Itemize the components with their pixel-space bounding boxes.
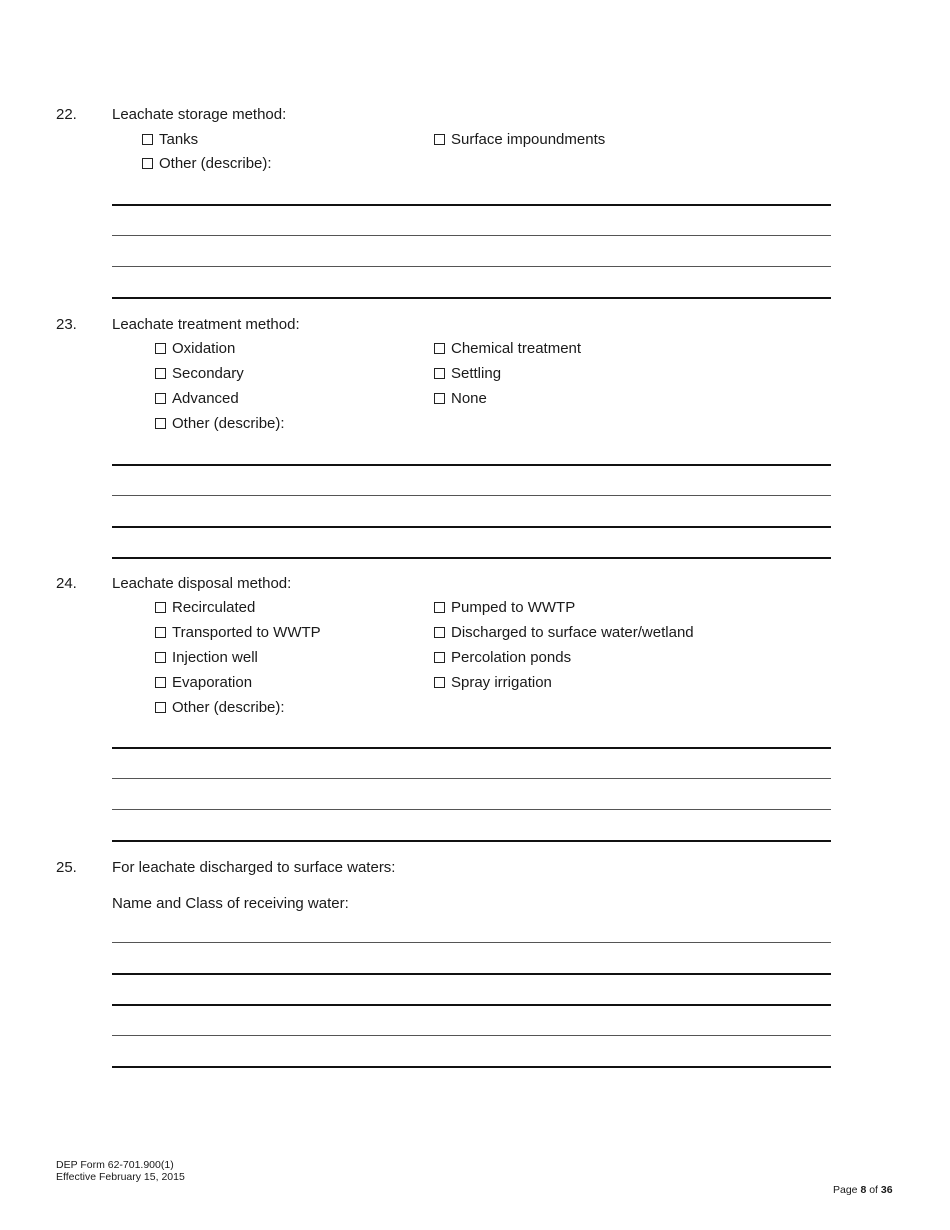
q25-answer-line[interactable] xyxy=(112,973,831,975)
q23-label: Leachate treatment method: xyxy=(112,316,300,333)
q24-option-transported-to-wwtp[interactable]: Transported to WWTP xyxy=(155,624,321,641)
q25-sub-label: Name and Class of receiving water: xyxy=(112,895,349,912)
checkbox[interactable] xyxy=(155,702,166,713)
q23-describe-line[interactable] xyxy=(112,464,831,466)
q23-option-advanced[interactable]: Advanced xyxy=(155,390,239,407)
q23-option-chemical-treatment[interactable]: Chemical treatment xyxy=(434,340,581,357)
q24-describe-line[interactable] xyxy=(112,747,831,749)
q22-number: 22. xyxy=(56,106,77,123)
checkbox[interactable] xyxy=(434,602,445,613)
q24-option-recirculated[interactable]: Recirculated xyxy=(155,599,255,616)
q24-describe-line[interactable] xyxy=(112,809,831,810)
q23-option-other[interactable]: Other (describe): xyxy=(155,415,285,432)
q23-describe-line[interactable] xyxy=(112,495,831,496)
q23-option-settling[interactable]: Settling xyxy=(434,365,501,382)
q24-option-evaporation[interactable]: Evaporation xyxy=(155,674,252,691)
checkbox[interactable] xyxy=(434,652,445,663)
checkbox[interactable] xyxy=(434,393,445,404)
q24-option-discharged-to-surface-water[interactable]: Discharged to surface water/wetland xyxy=(434,624,694,641)
q22-option-surface-impoundments[interactable]: Surface impoundments xyxy=(434,131,605,148)
q22-describe-line[interactable] xyxy=(112,235,831,236)
q23-describe-line[interactable] xyxy=(112,557,831,559)
q25-answer-line[interactable] xyxy=(112,1066,831,1068)
q25-answer-line[interactable] xyxy=(112,1004,831,1006)
checkbox[interactable] xyxy=(155,602,166,613)
q25-answer-line[interactable] xyxy=(112,942,831,943)
q23-describe-line[interactable] xyxy=(112,526,831,528)
q22-label: Leachate storage method: xyxy=(112,106,287,123)
q22-option-other[interactable]: Other (describe): xyxy=(142,155,272,172)
q23-option-secondary[interactable]: Secondary xyxy=(155,365,244,382)
q22-option-tanks[interactable]: Tanks xyxy=(142,131,198,148)
checkbox[interactable] xyxy=(434,343,445,354)
q22-describe-line[interactable] xyxy=(112,204,831,206)
checkbox[interactable] xyxy=(142,134,153,145)
q25-label: For leachate discharged to surface waters: xyxy=(112,859,396,876)
q22-describe-line[interactable] xyxy=(112,297,831,299)
q25-number: 25. xyxy=(56,859,77,876)
checkbox[interactable] xyxy=(434,134,445,145)
q25-answer-line[interactable] xyxy=(112,1035,831,1036)
checkbox[interactable] xyxy=(155,368,166,379)
q23-option-oxidation[interactable]: Oxidation xyxy=(155,340,235,357)
q22-describe-line[interactable] xyxy=(112,266,831,267)
checkbox[interactable] xyxy=(434,627,445,638)
q24-option-other[interactable]: Other (describe): xyxy=(155,699,285,716)
form-id: DEP Form 62-701.900(1) xyxy=(56,1159,174,1171)
q24-option-pumped-to-wwtp[interactable]: Pumped to WWTP xyxy=(434,599,575,616)
checkbox[interactable] xyxy=(434,677,445,688)
checkbox[interactable] xyxy=(155,677,166,688)
q24-option-spray-irrigation[interactable]: Spray irrigation xyxy=(434,674,552,691)
checkbox[interactable] xyxy=(155,418,166,429)
checkbox[interactable] xyxy=(155,627,166,638)
effective-date: Effective February 15, 2015 xyxy=(56,1171,185,1183)
q24-label: Leachate disposal method: xyxy=(112,575,292,592)
q23-number: 23. xyxy=(56,316,77,333)
checkbox[interactable] xyxy=(155,393,166,404)
q24-number: 24. xyxy=(56,575,77,592)
q24-describe-line[interactable] xyxy=(112,778,831,779)
checkbox[interactable] xyxy=(155,652,166,663)
checkbox[interactable] xyxy=(434,368,445,379)
checkbox[interactable] xyxy=(142,158,153,169)
q24-option-injection-well[interactable]: Injection well xyxy=(155,649,258,666)
q23-option-none[interactable]: None xyxy=(434,390,487,407)
q24-describe-line[interactable] xyxy=(112,840,831,842)
q24-option-percolation-ponds[interactable]: Percolation ponds xyxy=(434,649,571,666)
page-number: Page 8 of 36 xyxy=(833,1184,893,1196)
checkbox[interactable] xyxy=(155,343,166,354)
